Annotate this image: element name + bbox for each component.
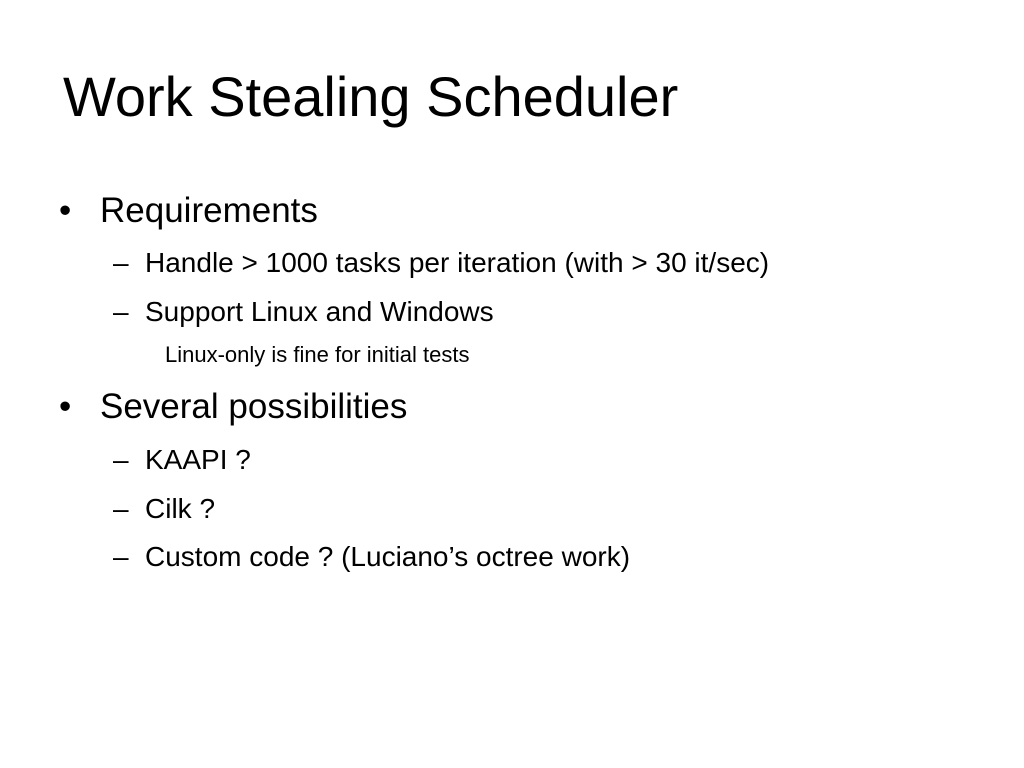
slide-title: Work Stealing Scheduler — [63, 65, 679, 128]
subitem-text: KAAPI ? — [145, 444, 251, 475]
dash-marker: – — [113, 247, 129, 278]
dash-marker: – — [113, 541, 129, 572]
dash-marker: – — [113, 296, 129, 327]
note-text: Linux-only is fine for initial tests — [165, 342, 470, 367]
bullet-marker: • — [59, 387, 72, 426]
subitem-text: Handle > 1000 tasks per iteration (with > 30 it/sec) — [145, 247, 770, 278]
bullet-marker: • — [59, 191, 72, 230]
subitem-text: Support Linux and Windows — [145, 296, 494, 327]
bullet-text: Several possibilities — [100, 387, 408, 426]
bullet-text: Requirements — [100, 191, 318, 230]
dash-marker: – — [113, 444, 129, 475]
dash-marker: – — [113, 493, 129, 524]
subitem-text: Cilk ? — [145, 493, 216, 524]
subitem-text: Custom code ? (Luciano’s octree work) — [145, 541, 631, 572]
